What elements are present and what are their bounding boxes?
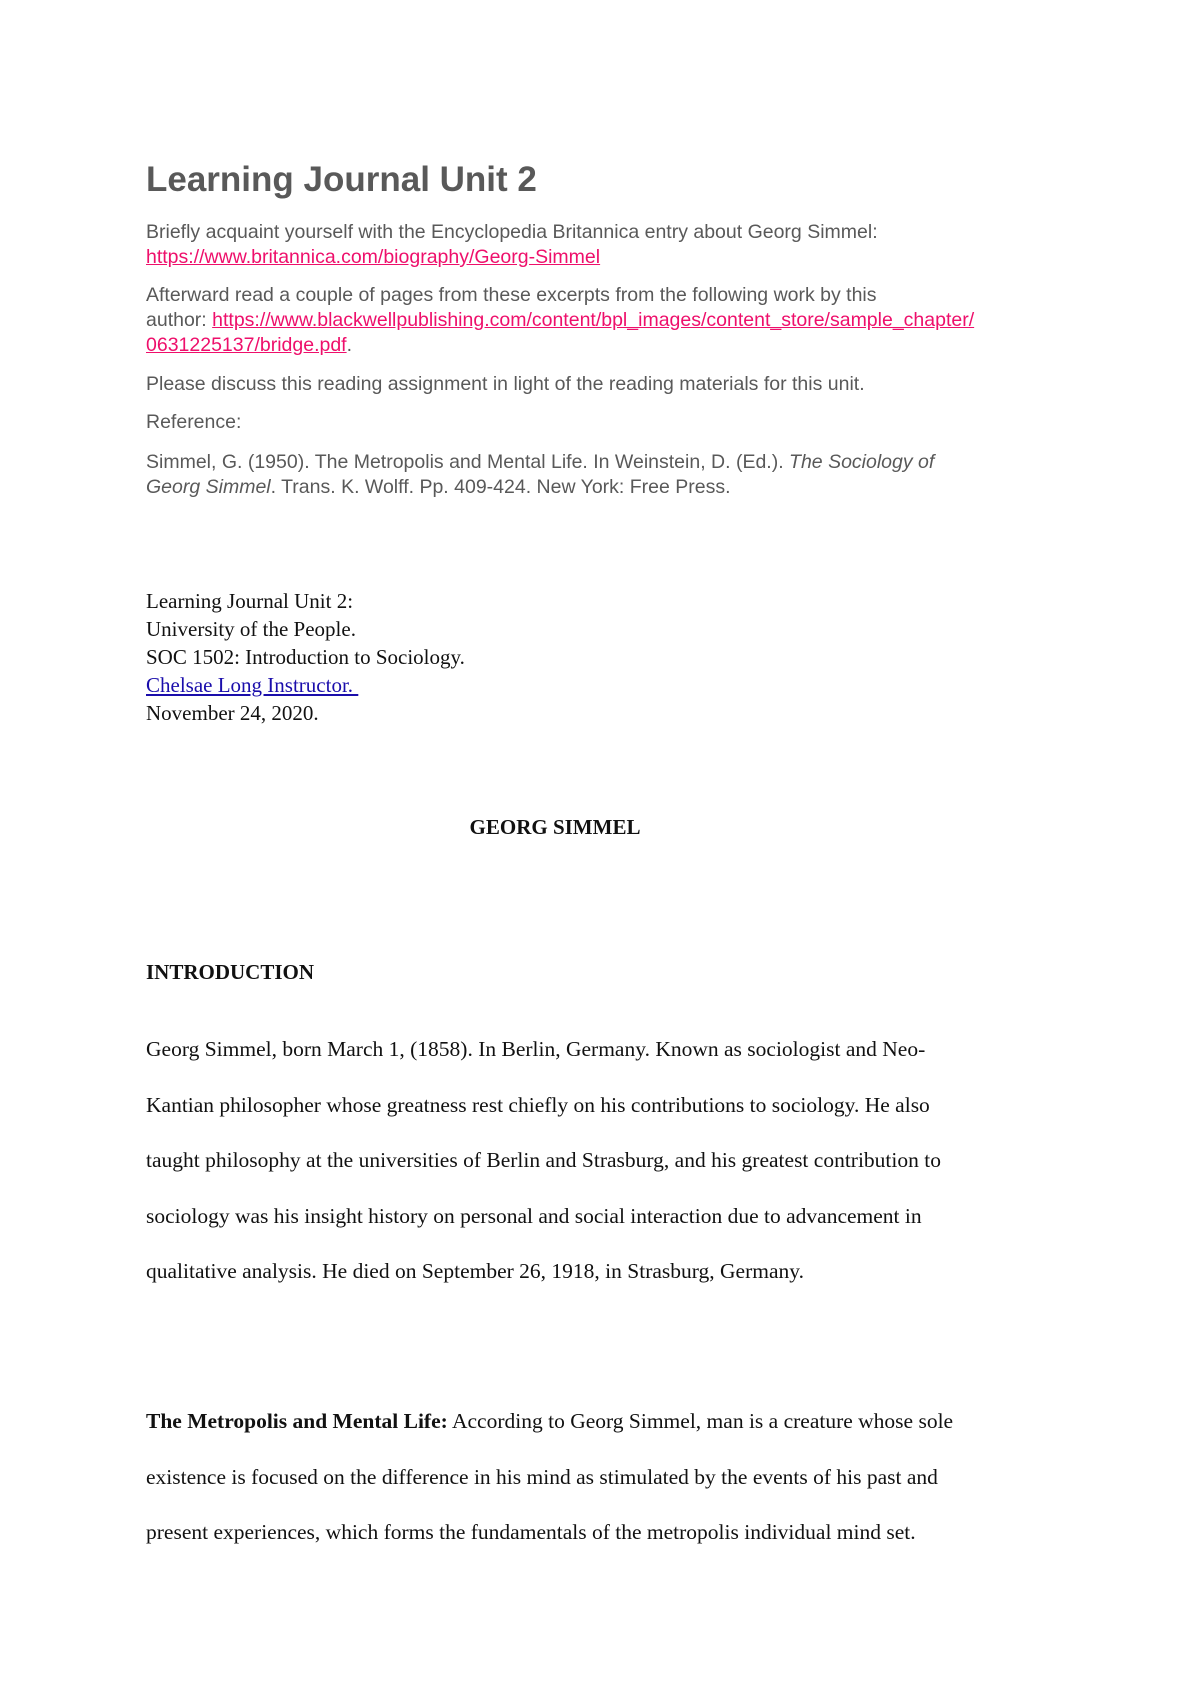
- metropolis-line: present experiences, which forms the fundamentals of the metropolis individual mind set.: [146, 1520, 916, 1545]
- assignment-intro: [146, 220, 1076, 270]
- reference-part1: Simmel, G. (1950). The Metropolis and Mental Life. In Weinstein, D. (Ed.).: [146, 451, 790, 473]
- introduction-paragraph: [146, 1022, 1081, 1300]
- reference-italic-1: The Sociology of: [789, 451, 935, 473]
- intro-text: Briefly acquaint yourself with the Encyclopedia Britannica entry about Georg Simmel:: [146, 221, 878, 243]
- metropolis-first-line: [146, 1394, 1081, 1450]
- blackwell-link[interactable]: [146, 309, 974, 356]
- britannica-link[interactable]: https://www.britannica.com/biography/Georg-Simmel: [146, 246, 601, 268]
- assignment-title: Learning Journal Unit 2: [146, 160, 537, 199]
- discuss-text: Please discuss this reading assignment in light of the reading materials for this unit.: [146, 373, 865, 395]
- metropolis-paragraph: [146, 1394, 1081, 1561]
- reference-italic-2: Georg Simmel: [146, 476, 271, 498]
- instructor-link[interactable]: Chelsae Long Instructor.: [146, 673, 359, 697]
- afterward-text: Afterward read a couple of pages from these excerpts from the following work by this: [146, 284, 877, 306]
- essay-main-heading: GEORG SIMMEL: [469, 815, 641, 839]
- assignment-afterward: [146, 283, 1076, 358]
- metropolis-first-line-text: According to Georg Simmel, man is a creature whose sole: [447, 1409, 954, 1433]
- intro-line: Kantian philosopher whose greatness rest chiefly on his contributions to sociology. He also: [146, 1092, 930, 1117]
- metropolis-heading: The Metropolis and Mental Life:: [146, 1409, 448, 1433]
- blackwell-period: .: [346, 334, 353, 356]
- intro-line: qualitative analysis. He died on September 26, 1918, in Strasburg, Germany.: [146, 1259, 805, 1284]
- intro-line: Georg Simmel, born March 1, (1858). In Berlin, Germany. Known as sociologist and Neo-: [146, 1037, 926, 1061]
- cover-line-title: Learning Journal Unit 2:: [146, 589, 354, 613]
- cover-line-date: November 24, 2020.: [146, 701, 319, 725]
- cover-line-university: University of the People.: [146, 617, 356, 641]
- blackwell-link-part1: https://www.blackwellpublishing.com/content/bpl_images/content_store/sample_chapter/: [212, 309, 975, 331]
- metropolis-line: existence is focused on the difference in his mind as stimulated by the events of his past and: [146, 1464, 938, 1489]
- reference-citation: [146, 450, 1046, 500]
- cover-block: [146, 587, 465, 727]
- cover-line-course: SOC 1502: Introduction to Sociology.: [146, 645, 465, 669]
- intro-line: sociology was his insight history on personal and social interaction due to advancement in: [146, 1203, 922, 1228]
- reference-label: Reference:: [146, 411, 242, 433]
- afterward-author-text: author:: [146, 309, 213, 331]
- blackwell-link-part2: 0631225137/bridge.pdf: [146, 334, 347, 356]
- intro-line: taught philosophy at the universities of Berlin and Strasburg, and his greatest contribution to: [146, 1148, 941, 1173]
- introduction-heading: INTRODUCTION: [146, 960, 315, 984]
- reference-part2: . Trans. K. Wolff. Pp. 409-424. New York: Free Press.: [270, 476, 731, 498]
